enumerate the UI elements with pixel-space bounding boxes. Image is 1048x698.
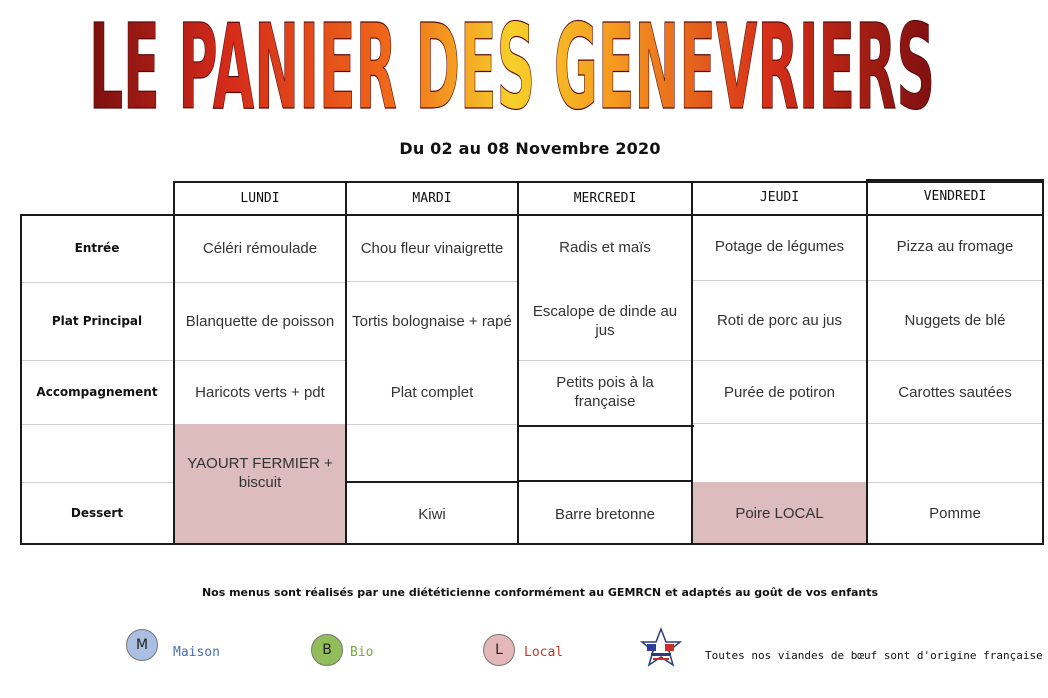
accompagnement-lundi: Haricots verts + pdt bbox=[195, 383, 325, 401]
dessert-mercredi: Barre bretonne bbox=[554, 505, 656, 523]
plat-jeudi: Roti de porc au jus bbox=[716, 311, 843, 329]
plat-mercredi: Escalope de dinde au jus bbox=[532, 303, 678, 339]
beef-origin-note: Toutes nos viandes de bœuf sont d'origine française bbox=[705, 649, 1043, 662]
row-label-accompagnement: Accompagnement bbox=[36, 384, 158, 399]
entree-jeudi: Potage de légumes bbox=[714, 238, 845, 255]
day-header-vendredi: VENDREDI bbox=[923, 188, 987, 204]
accompagnement-jeudi: Purée de potiron bbox=[724, 383, 835, 401]
dessert-mardi: Kiwi bbox=[418, 505, 446, 523]
local-label: Local bbox=[524, 645, 564, 660]
entree-mardi: Chou fleur vinaigrette bbox=[360, 240, 504, 257]
footer-note: Nos menus sont réalisés par une diététicienne conformément au GEMRCN et adaptés au goût de vos enfants bbox=[201, 586, 879, 599]
entree-vendredi: Pizza au fromage bbox=[896, 238, 1014, 255]
row-label-entree: Entrée bbox=[74, 241, 120, 255]
row-label-dessert: Dessert bbox=[70, 505, 124, 520]
plat-lundi: Blanquette de poisson bbox=[185, 312, 335, 330]
french-beef-icon bbox=[639, 627, 683, 669]
plat-vendredi: Nuggets de blé bbox=[904, 311, 1006, 329]
plat-mardi: Tortis bolognaise + rapé bbox=[352, 312, 512, 330]
day-header-lundi: LUNDI bbox=[240, 190, 280, 206]
maison-letter: M bbox=[135, 637, 149, 653]
entree-lundi: Céléri rémoulade bbox=[202, 240, 318, 257]
dessert-jeudi-text: Poire LOCAL bbox=[735, 504, 824, 522]
bio-badge bbox=[311, 634, 343, 666]
title-text: LE PANIER DES GENEVRIERS bbox=[89, 0, 935, 136]
bio-letter: B bbox=[322, 642, 332, 658]
accompagnement-vendredi: Carottes sautées bbox=[898, 383, 1012, 401]
maison-badge bbox=[126, 629, 158, 661]
dessert-lundi-text: YAOURT FERMIER + biscuit bbox=[187, 455, 333, 491]
day-header-mardi: MARDI bbox=[412, 190, 452, 206]
maison-label: Maison bbox=[173, 645, 220, 660]
dessert-lundi bbox=[174, 424, 346, 544]
bio-label: Bio bbox=[350, 645, 374, 660]
dessert-vendredi: Pomme bbox=[929, 504, 981, 522]
accompagnement-mardi: Plat complet bbox=[390, 383, 474, 401]
date-range: Du 02 au 08 Novembre 2020 bbox=[399, 139, 661, 158]
dessert-jeudi bbox=[692, 482, 867, 544]
entree-mercredi: Radis et maïs bbox=[559, 239, 651, 256]
row-label-plat: Plat Principal bbox=[51, 313, 143, 328]
accompagnement-mercredi: Petits pois à la française bbox=[556, 374, 654, 410]
local-letter: L bbox=[495, 642, 503, 658]
day-header-jeudi: JEUDI bbox=[759, 189, 800, 205]
day-header-mercredi: MERCREDI bbox=[573, 190, 637, 206]
menu-title bbox=[0, 0, 1048, 136]
local-badge bbox=[483, 634, 515, 666]
